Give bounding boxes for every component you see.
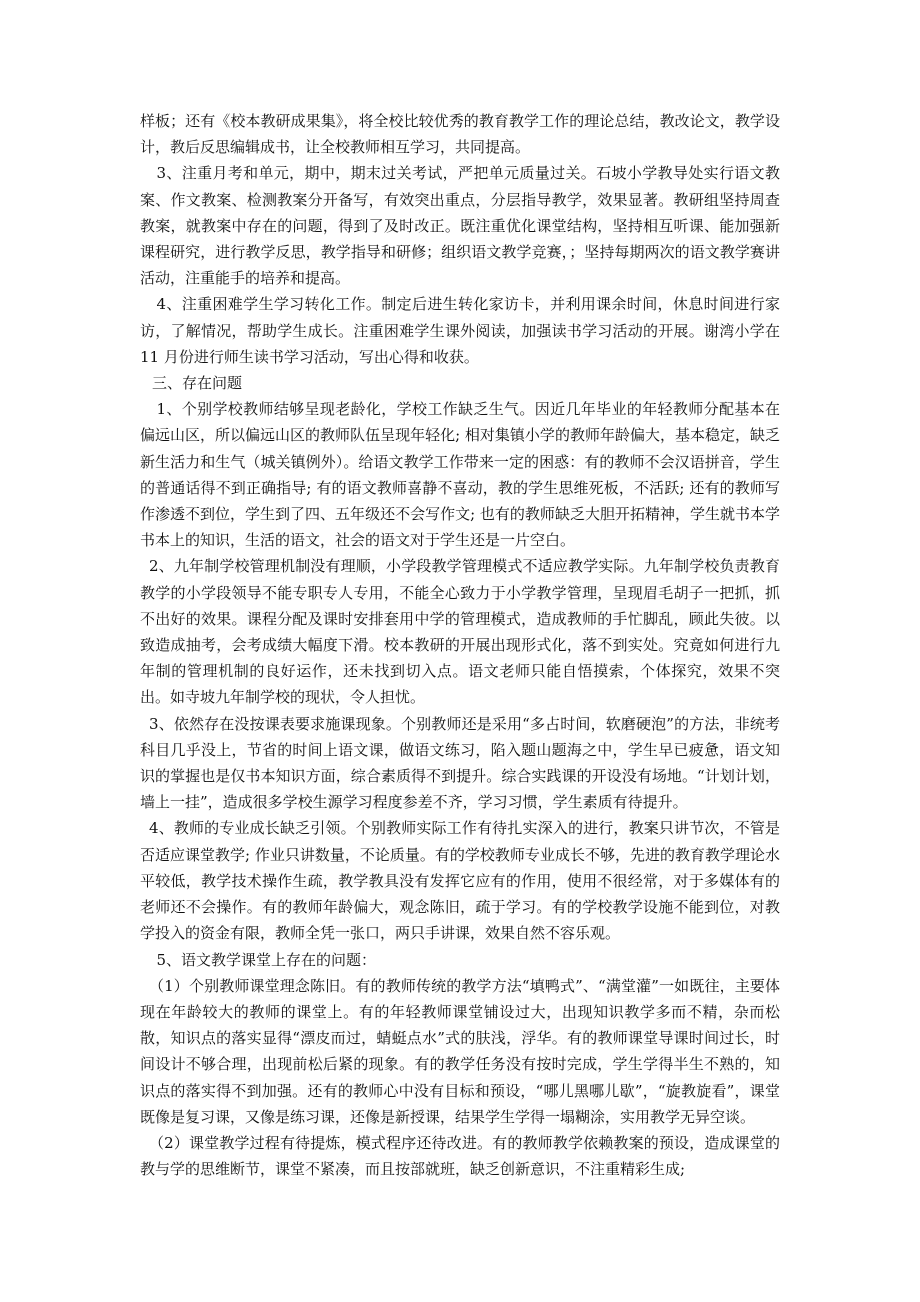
paragraph-sub-2: （2）课堂教学过程有待提炼，模式程序还待改进。有的教师教学依赖教案的预设，造成课堂的教与学的思维断节，课堂不紧凑，而且按部就班，缺乏创新意识，不注重精彩生成;	[140, 1133, 780, 1179]
section-heading: 三、存在问题	[152, 374, 243, 393]
paragraph-continued: 样板；还有《校本教研成果集》，将全校比较优秀的教育教学工作的理论总结，教改论文，教学设计，教后反思编辑成书，让全校教师相互学习，共同提高。	[140, 112, 780, 157]
document-body	[140, 108, 780, 1182]
paragraph-problem-2: 2、九年制学校管理机制没有理顺，小学段教学管理模式不适应教学实际。九年制学校负责教育教学的小学段领导不能专职专人专用，不能全心致力于小学教学管理，呈现眉毛胡子一把抓，抓不出好的效果。课程分配及课时安排套用中学的管理模式，造成教师的手忙脚乱，顾此失彼。以致造成抽考，会考成绩大幅度下滑。校本教研的开展出现形式化，落不到实处。究竟如何进行九年制的管理机制的良好运作，还未找到切入点。语文老师只能自悟摸索，个体探究，效果不突出。如寺坡九年制学校的现状，令人担忧。	[140, 557, 780, 707]
paragraph-problem-3: 3、依然存在没按课表要求施课现象。个别教师还是采用“多占时间，软磨硬泡”的方法，非统考科目几乎没上，节省的时间上语文课，做语文练习，陷入题山题海之中，学生早已疲惫，语文知识的掌握也是仅书本知识方面，综合素质得不到提升。综合实践课的开设没有场地。“计划计划，墙上一挂”，造成很多学校生源学习程度参差不齐，学习习惯，学生素质有待提升。	[140, 714, 780, 812]
paragraph-problem-5: 5、语文教学课堂上存在的问题：	[156, 950, 377, 969]
paragraph-sub-1: （1）个别教师课堂理念陈旧。有的教师传统的教学方法“填鸭式”、“满堂灌”一如既往，主要体现在年龄较大的教师的课堂上。有的年轻教师课堂铺设过大，出现知识教学多而不精，杂而松散，知识点的落实显得“漂皮而过，蜻蜓点水”式的肤浅，浮华。有的教师课堂导课时间过长，时间设计不够合理，出现前松后紧的现象。有的教学任务没有按时完成，学生学得半生不熟的，知识点的落实得不到加强。还有的教师心中没有目标和预设，“哪儿黑哪儿歇”，“旋教旋看”，课堂既像是复习课，又像是练习课，还像是新授课，结果学生学得一塌糊涂，实用教学无异空谈。	[140, 976, 780, 1126]
paragraph-item-3: 3、注重月考和单元，期中，期末过关考试，严把单元质量过关。石坡小学教导处实行语文教案、作文教案、检测教案分开备写，有效突出重点，分层指导教学，效果显著。教研组坚持周查教案，就教案中存在的问题，得到了及时改正。既注重优化课堂结构，坚持相互听课、能加强新课程研究，进行教学反思，教学指导和研修；组织语文教学竞赛，；坚持每期两次的语文教学赛讲活动，注重能手的培养和提高。	[140, 164, 780, 288]
paragraph-item-4: 4、注重困难学生学习转化工作。制定后进生转化家访卡，并利用课余时间，休息时间进行家访，了解情况，帮助学生成长。注重困难学生课外阅读，加强读书学习活动的开展。谢湾小学在 11 月份进行师生读书学习活动，写出心得和收获。	[140, 295, 780, 366]
paragraph-problem-4: 4、教师的专业成长缺乏引领。个别教师实际工作有待扎实深入的进行，教案只讲节次，不管是否适应课堂教学; 作业只讲数量，不论质量。有的学校教师专业成长不够，先进的教育教学理论水平较低，教学技术操作生疏，教学教具没有发挥它应有的作用，使用不很经常，对于多媒体有的老师还不会操作。有的教师年龄偏大，观念陈旧，疏于学习。有的学校教学设施不能到位，对教学投入的资金有限，教师全凭一张口，两只手讲课，效果自然不容乐观。	[140, 819, 780, 943]
paragraph-problem-1: 1、个别学校教师结够呈现老龄化，学校工作缺乏生气。因近几年毕业的年轻教师分配基本在偏远山区，所以偏远山区的教师队伍呈现年轻化; 相对集镇小学的教师年龄偏大，基本稳定，缺乏新生活力和生气（城关镇例外）。给语文教学工作带来一定的困惑：有的教师不会汉语拼音，学生的普通话得不到正确指导; 有的语文教师喜静不喜动，教的学生思维死板，不活跃; 还有的教师写作渗透不到位，学生到了四、五年级还不会写作文; 也有的教师缺乏大胆开拓精神，学生就书本学书本上的知识，生活的语文，社会的语文对于学生还是一片空白。	[140, 400, 780, 550]
